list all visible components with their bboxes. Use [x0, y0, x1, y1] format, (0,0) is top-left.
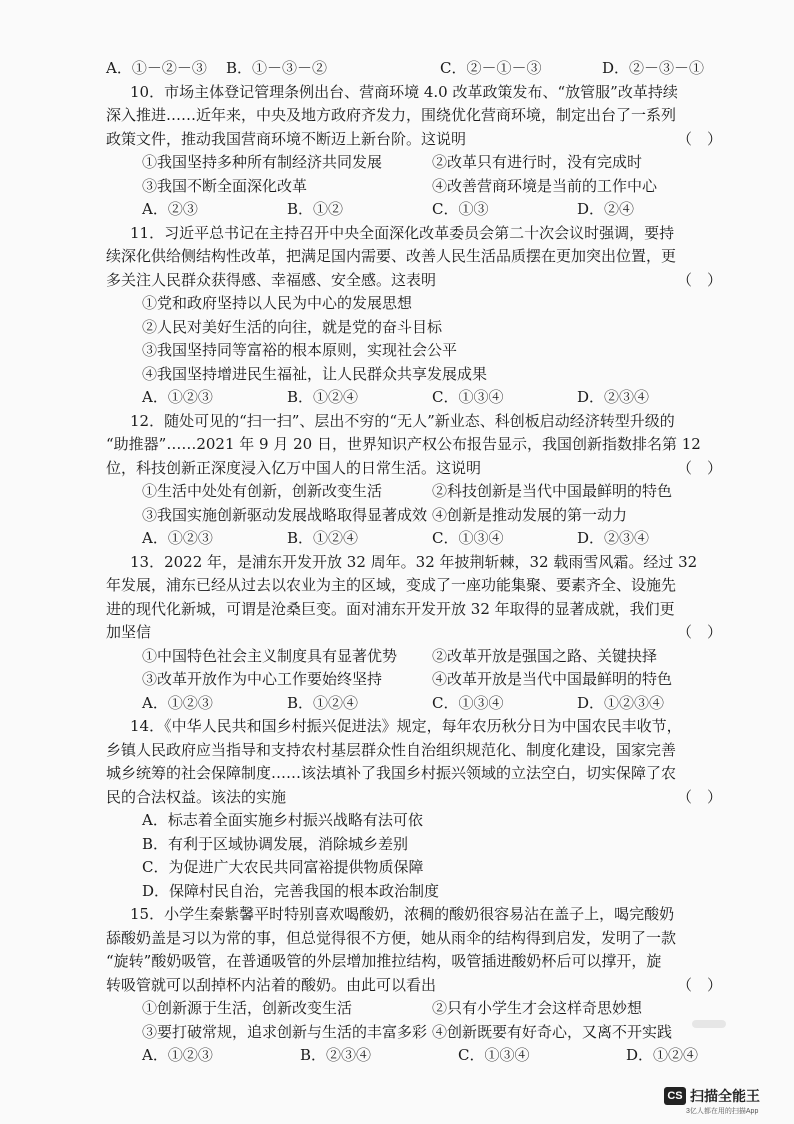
q15-stem-line: 舔酸奶盖是习以为常的事，但总觉得很不方便，她从雨伞的结构得到启发，发明了一款	[106, 928, 677, 947]
q11-option-b: B．①②④	[287, 388, 359, 406]
q11-stem-line: 11．习近平总书记在主持召开中央全面深化改革委员会第二十次会议时强调，要持	[130, 223, 675, 242]
q15-option-b: B．②③④	[300, 1046, 372, 1064]
scanner-watermark	[664, 1085, 788, 1119]
q11-choice-1: ①党和政府坚持以人民为中心的发展思想	[142, 294, 413, 312]
q10-choice-2: ②改革只有进行时，没有完成时	[432, 153, 643, 171]
q14-option-c: C．为促进广大农民共同富裕提供物质保障	[142, 858, 424, 876]
q13-stem-line: 年发展，浦东已经从过去以农业为主的区域，变成了一座功能集聚、要素齐全、设施先	[106, 576, 677, 594]
q11-option-a: A．①②③	[142, 388, 213, 406]
q15-choice-2: ②只有小学生才会这样奇思妙想	[432, 999, 643, 1017]
q11-options	[106, 386, 722, 410]
q15-choices-row	[106, 1021, 722, 1045]
q14-stem-line: 城乡统筹的社会保障制度……该法填补了我国乡村振兴领域的立法空白，切实保障了农	[106, 764, 677, 782]
q15-options	[106, 1044, 722, 1068]
q15-option-d: D．①②④	[626, 1046, 699, 1064]
q15-stem-line: 15．小学生秦紫馨平时特别喜欢喝酸奶，浓稠的酸奶很容易沾在盖子上，喝完酸奶	[130, 905, 675, 923]
q10-option-d: D．②④	[577, 200, 635, 218]
q11-choice-2: ②人民对美好生活的向往，就是党的奋斗目标	[142, 317, 443, 336]
q12-option-a: A．①②③	[142, 529, 213, 547]
q11-option-c: C．①③④	[432, 388, 504, 406]
q14-option-b: B．有利于区域协调发展，消除城乡差别	[142, 834, 409, 853]
q15-choice-3: ③要打破常规，追求创新与生活的丰富多彩	[142, 1022, 428, 1041]
q11-choice-4: ④我国坚持增进民生福祉，让人民群众共享发展成果	[142, 364, 488, 383]
q11-choice-3: ③我国坚持同等富裕的根本原则，实现社会公平	[142, 341, 458, 359]
q10-choice-1: ①我国坚持多种所有制经济共同发展	[142, 153, 383, 171]
q12-stem-line: “助推器”……2021 年 9 月 20 日，世界知识产权公布报告显示，我国创新指数排名第 12	[106, 435, 701, 453]
q11-stem-line: 多关注人民群众获得感、幸福感、安全感。这表明	[106, 270, 437, 289]
q15-stem-line: “旋转”酸奶吸管，在普通吸管的外层增加推拉结构，吸管插进酸奶杯后可以撑开，旋	[106, 952, 662, 970]
q14-stem-last	[106, 786, 722, 810]
q10-choice-4: ④改善营商环境是当前的工作中心	[432, 176, 658, 195]
q15-stem-last	[106, 974, 722, 998]
q13-stem-last	[106, 621, 722, 645]
q13-choice-1: ①中国特色社会主义制度具有显著优势	[142, 646, 398, 665]
q9-option-d: D．②－③－①	[602, 59, 705, 77]
q11-option-d: D．②③④	[577, 388, 650, 406]
q14-stem-line: 民的合法权益。该法的实施	[106, 787, 287, 806]
q12-choices-row	[106, 480, 722, 504]
q12-stem-line: 12．随处可见的“扫一扫”、层出不穷的“无人”新业态、科创板启动经济转型升级的	[130, 411, 675, 430]
q12-stem-line: 位，科技创新正深度浸入亿万中国人的日常生活。这说明	[106, 458, 482, 477]
q13-choices-row	[106, 645, 722, 669]
q10-stem-line: 10．市场主体登记管理条例出台、营商环境 4.0 改革政策发布、“放管服”改革持续	[130, 82, 678, 101]
q10-stem-line: 深入推进……近年来，中央及地方政府齐发力，围绕优化营商环境，制定出台了一系列	[106, 106, 677, 124]
q11-answer-paren: （ ）	[676, 270, 722, 289]
watermark-title: 扫描全能王	[690, 1088, 760, 1104]
q12-choice-2: ②科技创新是当代中国最鲜明的特色	[432, 482, 673, 500]
q12-choices-row	[106, 504, 722, 528]
q12-options	[106, 527, 722, 551]
q10-options	[106, 198, 722, 222]
q11-stem-last	[106, 269, 722, 293]
q13-choices-row	[106, 668, 722, 692]
q13-option-a: A．①②③	[142, 693, 213, 712]
q13-stem-line: 进的现代化新城，可谓是沧桑巨变。面对浦东开发开放 32 年取得的显著成就，我们更	[106, 599, 675, 618]
q13-answer-paren: （ ）	[676, 623, 722, 641]
q10-option-c: C．①③	[432, 200, 489, 218]
q9-options	[106, 57, 722, 81]
q14-option-d: D．保障村民自治，完善我国的根本政治制度	[142, 881, 440, 900]
q13-option-b: B．①②④	[287, 693, 359, 712]
q12-choice-4: ④创新是推动发展的第一动力	[432, 505, 628, 524]
q13-choice-2: ②改革开放是强国之路、关键抉择	[432, 646, 658, 665]
q10-answer-paren: （ ）	[676, 129, 722, 148]
q10-option-b: B．①②	[287, 200, 344, 218]
q14-option-a: A．标志着全面实施乡村振兴战略有法可依	[142, 811, 423, 829]
q15-choice-4: ④创新既要有好奇心，又离不开实践	[432, 1022, 673, 1041]
q12-answer-paren: （ ）	[676, 458, 722, 477]
scan-smudge	[692, 1020, 726, 1028]
q12-option-d: D．②③④	[577, 529, 650, 547]
q9-option-b: B．①－③－②	[226, 59, 328, 77]
q12-choice-1: ①生活中处处有创新，创新改变生活	[142, 482, 383, 500]
q9-option-a: A．①－②－③	[106, 59, 207, 77]
q12-option-c: C．①③④	[432, 529, 504, 547]
q11-stem-line: 续深化供给侧结构性改革，把满足国内需要、改善人民生活品质摆在更加突出位置，更	[106, 247, 677, 265]
q15-option-a: A．①②③	[142, 1046, 213, 1064]
q12-choice-3: ③我国实施创新驱动发展战略取得显著成效	[142, 505, 428, 524]
q13-options	[106, 692, 722, 716]
question-content	[106, 57, 722, 1068]
q15-answer-paren: （ ）	[676, 975, 722, 994]
q12-option-b: B．①②④	[287, 529, 359, 547]
camscanner-logo-icon: CS	[664, 1087, 686, 1105]
q13-stem-line: 13．2022 年，是浦东开发开放 32 周年。32 年披荆斩棘，32 载雨雪风霜。经过 32	[130, 552, 698, 571]
q15-stem-line: 转吸管就可以刮掉杯内沾着的酸奶。由此可以看出	[106, 975, 437, 994]
q10-option-a: A．②③	[142, 200, 198, 218]
q15-choices-row	[106, 997, 722, 1021]
watermark-subtitle: 3亿人都在用的扫描App	[686, 1108, 759, 1115]
q10-choices-row	[106, 151, 722, 175]
q15-option-c: C．①③④	[458, 1046, 530, 1064]
q10-choices-row	[106, 175, 722, 199]
q14-stem-line: 乡镇人民政府应当指导和支持农村基层群众性自治组织规范化、制度化建设，国家完善	[106, 740, 677, 759]
q9-option-c: C．②－①－③	[440, 59, 542, 77]
q13-stem-line-3	[106, 598, 722, 622]
q13-stem-line: 加坚信	[106, 623, 152, 641]
q13-option-c: C．①③④	[432, 693, 504, 712]
q13-option-d: D．①②③④	[577, 693, 665, 712]
q13-choice-4: ④改革开放是当代中国最鲜明的特色	[432, 670, 673, 688]
q12-stem-last	[106, 457, 722, 481]
q10-choice-3: ③我国不断全面深化改革	[142, 176, 308, 195]
q14-stem-line: 14．《中华人民共和国乡村振兴促进法》规定，每年农历秋分日为中国农民丰收节，	[130, 717, 682, 735]
q15-choice-1: ①创新源于生活，创新改变生活	[142, 999, 353, 1017]
q10-stem-line: 政策文件，推动我国营商环境不断迈上新台阶。这说明	[106, 129, 467, 148]
q13-choice-3: ③改革开放作为中心工作要始终坚持	[142, 670, 383, 688]
q10-stem-last	[106, 128, 722, 152]
q14-answer-paren: （ ）	[676, 787, 722, 806]
